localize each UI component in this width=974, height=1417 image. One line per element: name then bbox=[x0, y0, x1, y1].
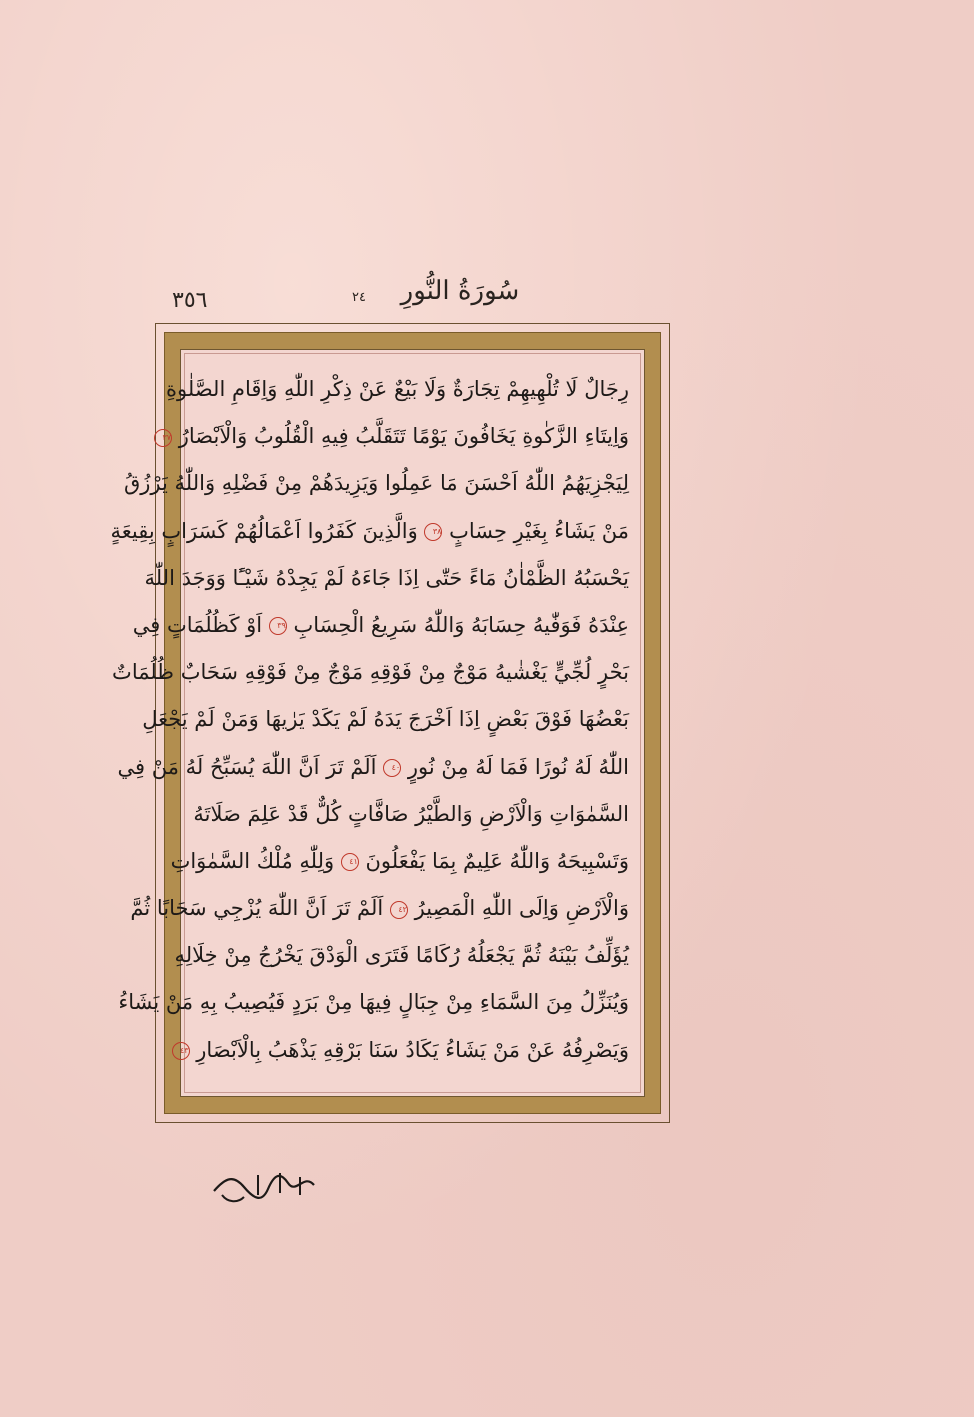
verse-line bbox=[166, 366, 629, 413]
verse-line bbox=[112, 649, 629, 696]
calligrapher-signature bbox=[204, 1165, 324, 1210]
verse-text-block bbox=[110, 366, 629, 1086]
verse-text: رِجَالٌ لَا تُلْهِيهِمْ تِجَارَةٌ وَلَا بَيْعٌ عَنْ ذِكْرِ اللّٰهِ وَاِقَامِ الصَّلٰوةِ bbox=[166, 377, 629, 401]
ayah-end-marker: ٣٧ bbox=[154, 429, 172, 447]
verse-text: عِنْدَهُ فَوَفّٰيهُ حِسَابَهُ وَاللّٰهُ سَرِيعُ الْحِسَابِ bbox=[293, 612, 629, 637]
verse-text: السَّمٰوَاتِ وَالْاَرْضِ وَالطَّيْرُ صَافَّاتٍ كُلٌّ قَدْ عَلِمَ صَلَاتَهُ bbox=[193, 801, 629, 826]
verse-text: وَتَسْبِيحَهُ وَاللّٰهُ عَلِيمٌ بِمَا يَفْعَلُونَ bbox=[365, 848, 629, 873]
verse-line bbox=[144, 555, 629, 602]
verse-text: يُؤَلِّفُ بَيْنَهُ ثُمَّ يَجْعَلُهُ رُكَامًا فَتَرَى الْوَدْقَ يَخْرُجُ مِنْ خِلَالِهِ bbox=[174, 943, 629, 968]
verse-text: وَيُنَزِّلُ مِنَ السَّمَاءِ مِنْ جِبَالٍ فِيهَا مِنْ بَرَدٍ فَيُصِيبُ بِهِ مَنْ يَشَاءُ bbox=[118, 990, 629, 1015]
verse-text: مَنْ يَشَاءُ بِغَيْرِ حِسَابٍ bbox=[449, 518, 629, 543]
verse-line bbox=[110, 508, 629, 555]
verse-text: بَعْضُهَا فَوْقَ بَعْضٍ اِذَا اَخْرَجَ يَدَهُ لَمْ يَكَدْ يَرٰيهَا وَمَنْ لَمْ يَجْعَلِ bbox=[142, 707, 629, 732]
verse-text-continuation: وَالَّذِينَ كَفَرُوا اَعْمَالُهُمْ كَسَرَابٍ بِقِيعَةٍ bbox=[110, 518, 418, 543]
verse-text-continuation: وَلِلّٰهِ مُلْكُ السَّمٰوَاتِ bbox=[170, 848, 335, 873]
ayah-end-marker: ٤٣ bbox=[172, 1042, 190, 1060]
verse-text: اللّٰهُ لَهُ نُورًا فَمَا لَهُ مِنْ نُورٍ bbox=[407, 754, 629, 779]
verse-line bbox=[174, 932, 629, 979]
verse-text: بَحْرٍ لُجِّيٍّ يَغْشٰيهُ مَوْجٌ مِنْ فَوْقِهِ مَوْجٌ مِنْ فَوْقِهِ سَحَابٌ ظُلُمَاتٌ bbox=[112, 660, 629, 685]
verse-line bbox=[162, 413, 629, 460]
verse-text: وَاِيتَاءِ الزَّكٰوةِ يَخَافُونَ يَوْمًا تَتَقَلَّبُ فِيهِ الْقُلُوبُ وَالْاَبْصَارُ bbox=[178, 424, 629, 449]
verse-text: لِيَجْزِيَهُمُ اللّٰهُ اَحْسَنَ مَا عَمِلُوا وَيَزِيدَهُمْ مِنْ فَضْلِهِ وَاللّٰهُ يَرْزُقُ bbox=[123, 471, 629, 496]
ayah-end-marker: ٤٢ bbox=[390, 901, 408, 919]
verse-line bbox=[130, 885, 629, 932]
verse-line bbox=[170, 838, 629, 885]
verse-text-continuation: اَوْ كَظُلُمَاتٍ فِي bbox=[132, 612, 263, 637]
verse-line bbox=[193, 791, 629, 838]
verse-line bbox=[117, 744, 629, 791]
ayah-end-marker: ٣٩ bbox=[269, 617, 287, 635]
surah-title: سُورَةُ النُّورِ bbox=[400, 276, 520, 306]
verse-text: وَالْاَرْضِ وَاِلَى اللّٰهِ الْمَصِيرُ bbox=[414, 896, 629, 921]
verse-line bbox=[118, 979, 629, 1026]
verse-text: وَيَصْرِفُهُ عَنْ مَنْ يَشَاءُ يَكَادُ سَنَا بَرْقِهِ يَذْهَبُ بِالْاَبْصَارِ bbox=[196, 1037, 629, 1062]
ayah-end-marker: ٤١ bbox=[341, 853, 359, 871]
ayah-end-marker: ٤٠ bbox=[383, 759, 401, 777]
verse-text-continuation: اَلَمْ تَرَ اَنَّ اللّٰهَ يُسَبِّحُ لَهُ مَنْ فِي bbox=[117, 754, 377, 779]
ayah-end-marker: ٣٨ bbox=[424, 523, 442, 541]
verse-line bbox=[132, 602, 629, 649]
verse-line bbox=[180, 1027, 629, 1074]
surah-number: ٢٤ bbox=[352, 290, 366, 305]
verse-line bbox=[142, 696, 629, 743]
page-header bbox=[160, 270, 670, 320]
verse-text: يَحْسَبُهُ الظَّمْاٰنُ مَاءً حَتّٰى اِذَا جَاءَهُ لَمْ يَجِدْهُ شَيْـًٔا وَوَجَدَ اللّٰهَ bbox=[144, 565, 629, 590]
verse-text-continuation: اَلَمْ تَرَ اَنَّ اللّٰهَ يُزْجِي سَحَابًا ثُمَّ bbox=[130, 896, 384, 921]
verse-line bbox=[123, 460, 629, 507]
page-number: ٣٥٦ bbox=[172, 288, 208, 313]
